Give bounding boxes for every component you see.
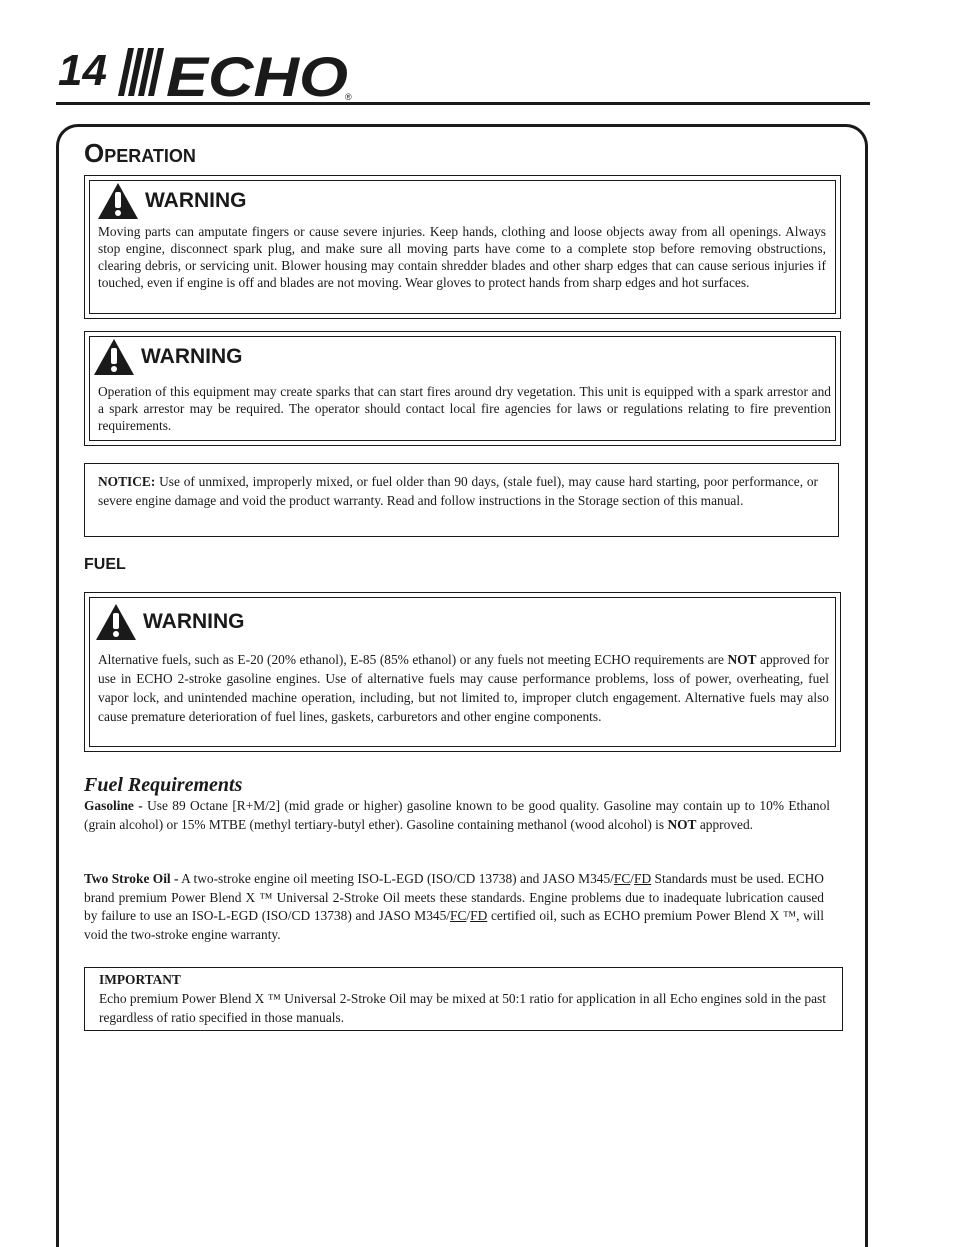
gasoline-emphasis: NOT bbox=[667, 816, 697, 832]
important-box bbox=[84, 967, 843, 1031]
warning-title: WARNING bbox=[141, 345, 243, 368]
page-number: 14 bbox=[58, 46, 107, 95]
brand-wordmark: ECHO bbox=[166, 45, 348, 102]
oil-label: Two Stroke Oil - bbox=[84, 871, 179, 886]
warning-text: Moving parts can amputate fingers or cause severe injuries. Keep hands, clothing and loose objects away from all openings. Always stop engine, disconnect spark plug, and make sure all moving parts have come to a complete stop before removing obstructions, clearing debris, or servicing unit. Blower housing may contain shredder blades and other sharp edges that can cause serious injuries if touched, even if engine is off and blades are not moving. Wear gloves to protect hands from sharp edges and hot surfaces. bbox=[98, 224, 826, 290]
oil-text: certified oil, such as ECHO premium Power Blend X ™, will void the two-stroke engine warranty. bbox=[84, 908, 824, 942]
fuel-requirements-heading: Fuel Requirements bbox=[84, 774, 243, 796]
oil-text: Standards must be used. ECHO brand premium Power Blend X ™ Universal 2-Stroke Oil meets these standards. Engine problems due to inadequate lubrication caused by failure to use an ISO-L-EGD (ISO/CD 13738) and JASO M345/ bbox=[84, 871, 824, 923]
warning-text-emphasis: NOT bbox=[727, 652, 757, 667]
section-title-rest: PERATION bbox=[104, 146, 196, 166]
notice-body: Use of unmixed, improperly mixed, or fuel older than 90 days, (stale fuel), may cause hard starting, poor performance, or severe engine damage and void the product warranty. Read and follow instructions in the Storage section of this manual. bbox=[98, 474, 818, 508]
registered-mark: ® bbox=[345, 92, 352, 102]
oil-standard-fc: FC bbox=[613, 871, 631, 886]
oil-slash: / bbox=[630, 871, 635, 886]
warning-text-part: approved for use in ECHO 2-stroke gasoline engines. Use of alternative fuels may cause performance problems, loss of power, overheating, fuel vapor lock, and unintended machine operation, including, but not limited to, improper clutch engagement. Alternative fuels may also cause premature deterioration of fuel lines, gaskets, carburetors and other engine components. bbox=[98, 652, 829, 724]
important-text: Echo premium Power Blend X ™ Universal 2-Stroke Oil may be mixed at 50:1 ratio for application in all Echo engines sold in the past regardless of ratio specified in those manuals. bbox=[99, 991, 826, 1025]
fuel-heading: FUEL bbox=[84, 556, 126, 573]
gasoline-paragraph bbox=[84, 797, 830, 834]
warning-title: WARNING bbox=[145, 189, 247, 212]
gasoline-label: Gasoline - bbox=[84, 798, 143, 813]
oil-text: A two-stroke engine oil meeting ISO-L-EGD (ISO/CD 13738) and JASO M345/ bbox=[178, 871, 614, 886]
oil-standard-fd: FD bbox=[634, 871, 652, 886]
warning-triangle-icon bbox=[93, 338, 135, 376]
notice-label: NOTICE: bbox=[98, 474, 156, 489]
warning-triangle-icon bbox=[95, 603, 137, 641]
echo-logo bbox=[116, 44, 356, 102]
warning-header bbox=[93, 338, 243, 376]
warning-text-part: Alternative fuels, such as E-20 (20% ethanol), E-85 (85% ethanol) or any fuels not meeting ECHO requirements are bbox=[98, 652, 728, 667]
warning-box-sparks bbox=[84, 331, 841, 446]
oil-slash: / bbox=[466, 908, 471, 923]
warning-header bbox=[95, 603, 245, 641]
warning-box-alternative-fuels bbox=[84, 592, 841, 752]
gasoline-text: Use 89 Octane [R+M/2] (mid grade or higher) gasoline known to be good quality. Gasoline may contain up to 10% Ethanol (grain alcohol) or 15% MTBE (methyl tertiary-butyl ether). Gasoline containing methanol (wood alcohol) is bbox=[84, 798, 830, 832]
warning-header bbox=[97, 182, 247, 220]
section-title-initial: O bbox=[84, 138, 105, 168]
warning-title: WARNING bbox=[143, 610, 245, 633]
gasoline-text-end: approved. bbox=[696, 816, 754, 832]
warning-triangle-icon bbox=[97, 182, 139, 220]
warning-text: Operation of this equipment may create sparks that can start fires around dry vegetation. This unit is equipped with a spark arrestor and a spark arrestor may be required. The operator should contact local fire agencies for laws or regulations relating to fire prevention requirements. bbox=[98, 384, 831, 433]
oil-standard-fd: FD bbox=[470, 908, 488, 923]
warning-text bbox=[98, 650, 829, 726]
important-label: IMPORTANT bbox=[99, 972, 181, 987]
notice-box bbox=[84, 463, 839, 537]
section-title bbox=[84, 138, 196, 169]
notice-text bbox=[98, 472, 818, 510]
header-rule bbox=[56, 102, 870, 105]
oil-standard-fc: FC bbox=[450, 908, 467, 923]
warning-box-moving-parts bbox=[84, 175, 841, 319]
two-stroke-oil-paragraph bbox=[84, 870, 824, 944]
